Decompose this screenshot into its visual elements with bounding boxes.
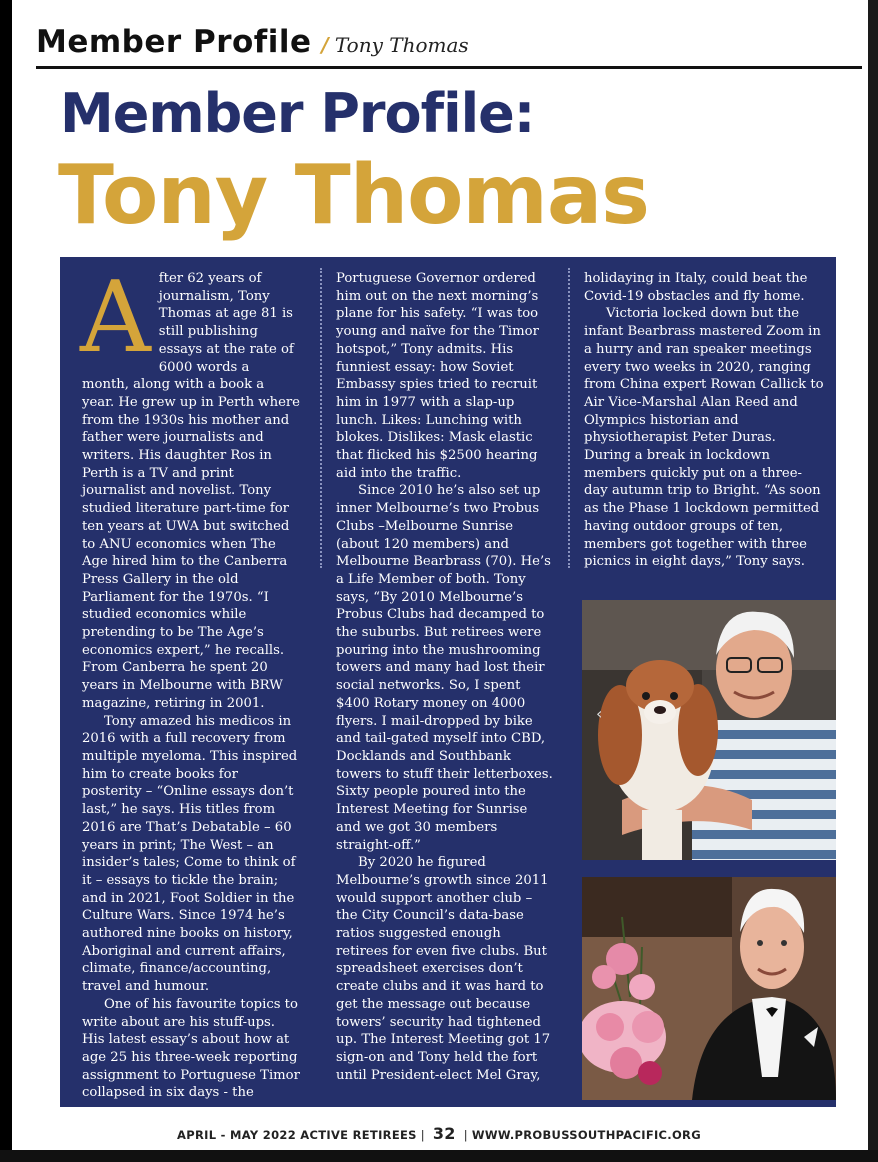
header-rule — [36, 66, 862, 69]
headline-name: Tony Thomas — [58, 148, 649, 243]
article-column-1 — [80, 261, 300, 1102]
column-divider — [320, 268, 322, 568]
paragraph: holidaying in Italy, could beat the Covid-19 obstacles and fly home. — [584, 271, 808, 304]
page-left-edge — [0, 0, 12, 1162]
article-column-2 — [336, 270, 554, 1084]
photo-man-in-tuxedo — [582, 877, 836, 1100]
paragraph: One of his favourite topics to write about are his stuff-ups. His latest essay’s about how at age 25 his three-week reporting assignment to Portuguese Timor collapsed in six days - the — [82, 996, 300, 1101]
section-subject: Tony Thomas — [334, 33, 469, 57]
section-header — [36, 24, 469, 64]
paragraph: fter 62 years of journalism, Tony Thomas at age 81 is still publishing essays at the rate of 6000 words a month, along with a book a year. He grew up in Perth where from the 1930s his mother and father were journalists and writers. His daughter Ros in Perth is a TV and print journalist and novelist. Tony studied literature part-time for ten years at UWA but switched to ANU economics when The Age hired him to the Canberra Press Gallery in the old Parliament for the 1970s. “I studied economics while pretending to be The Age’s economics expert,” he recalls. From Canberra he spent 20 years in Melbourne with BRW magazine, retiring in 2001. — [82, 271, 300, 711]
page-number: 32 — [432, 1124, 456, 1143]
paragraph: Victoria locked down but the infant Bearbrass mastered Zoom in a hurry and ran speaker meetings every two weeks in 2020, ranging from China expert Rowan Callick to Air Vice-Marshal Alan Reed and Olympics historian and physiotherapist Peter Duras. During a break in lockdown members quickly put on a three-day autumn trip to Bright. “As soon as the Phase 1 lockdown permitted having outdoor groups of ten, members got together with three picnics in eight days,” Tony says. — [584, 306, 824, 570]
footer-separator: | — [420, 1128, 425, 1142]
header-slash: / — [321, 33, 329, 57]
article-column-3 — [584, 270, 824, 571]
footer-url: WWW.PROBUSSOUTHPACIFIC.ORG — [471, 1128, 701, 1142]
carousel-prev-icon: ‹ — [596, 704, 603, 723]
footer-separator: | — [463, 1128, 468, 1142]
paragraph: Since 2010 he’s also set up inner Melbourne’s two Probus Clubs –Melbourne Sunrise (about 120 members) and Melbourne Bearbrass (70). He’s a Life Member of both. Tony says, “By 2010 Melbourne’s Probus Clubs had decamped to the suburbs. But retirees were pouring into the mushrooming towers and many had lost their social networks. So, I spent $400 Rotary money on 4000 flyers. I mail-dropped by bike and tail-gated myself into CBD, Docklands and Southbank towers to stuff their letterboxes. Sixty people poured into the Interest Meeting for Sunrise and we got 30 members straight-off.” — [336, 483, 553, 853]
footer-issue: APRIL - MAY 2022 ACTIVE RETIREES — [177, 1128, 417, 1142]
photo-man-with-dog — [582, 600, 836, 860]
paragraph: Portuguese Governor ordered him out on the next morning’s plane for his safety. “I was too young and naïve for the Timor hotspot,” Tony admits. His funniest essay: how Soviet Embassy spies tried to recruit him in 1977 with a slap-up lunch. Likes: Lunching with blokes. Dislikes: Mask elastic that flicked his $2500 hearing aid into the traffic. — [336, 271, 539, 481]
photo-man-in-tuxedo-illustration — [582, 877, 836, 1100]
paragraph: By 2020 he figured Melbourne’s growth since 2011 would support another club – the City Council’s data-base ratios suggested enough retirees for even five clubs. But spreadsheet exercises don’t create clubs and it was hard to get the message out because towers’ security had tightened up. The Interest Meeting got 17 sign-on and Tony held the fort until President-elect Mel Gray, — [336, 855, 551, 1083]
page-bottom-edge — [0, 1150, 878, 1162]
headline-line1: Member Profile: — [60, 82, 535, 145]
page-right-edge — [868, 0, 878, 1162]
paragraph: Tony amazed his medicos in 2016 with a full recovery from multiple myeloma. This inspired him to create books for posterity – “Online essays don’t last,” he says. His titles from 2016 are That’s Debatable – 60 years in print; The West – an insider’s tales; Come to think of it – essays to tickle the brain; and in 2021, Foot Soldier in the Culture Wars. Since 1974 he’s authored nine books on history, Aboriginal and current affairs, climate, finance/accounting, travel and humour. — [82, 713, 298, 995]
page-footer — [0, 1124, 878, 1143]
section-title: Member Profile — [36, 24, 312, 60]
photo-man-with-dog-illustration — [582, 600, 836, 860]
column-divider — [568, 268, 570, 568]
drop-cap: A — [80, 261, 151, 375]
